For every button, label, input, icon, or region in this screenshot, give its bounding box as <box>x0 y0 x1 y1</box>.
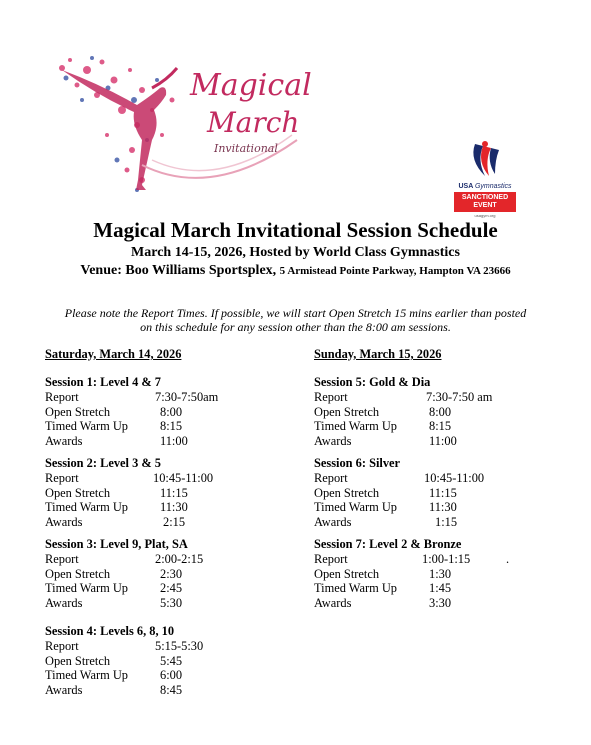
stretch-row <box>45 405 295 420</box>
row-label: Report <box>314 551 348 566</box>
usa-brand-suffix: Gymnastics <box>474 183 512 190</box>
warmup-time: 11:30 <box>429 500 457 515</box>
usa-gymnastics-mark-icon <box>465 140 505 178</box>
warmup-time: 11:30 <box>160 500 188 515</box>
usa-brand-name: USA <box>458 183 473 190</box>
awards-time: 1:15 <box>435 515 458 530</box>
stretch-row <box>314 405 564 420</box>
row-label: Timed Warm Up <box>314 581 397 596</box>
session-block <box>45 456 295 530</box>
row-label: Awards <box>314 434 352 449</box>
report-row <box>314 471 564 486</box>
warmup-row <box>314 500 564 515</box>
report-time-note <box>40 306 551 334</box>
session-block <box>45 624 295 698</box>
warmup-row <box>45 419 295 434</box>
report-row <box>314 552 564 567</box>
row-label: Report <box>314 470 348 485</box>
row-label: Timed Warm Up <box>314 419 397 434</box>
report-time: 7:30-7:50 am <box>426 389 493 404</box>
report-row <box>45 471 295 486</box>
session-block <box>45 375 295 449</box>
venue-address: 5 Armistead Pointe Parkway, Hampton VA 23666 <box>279 265 511 277</box>
row-label: Open Stretch <box>314 485 380 500</box>
report-time: 1:00-1:15 <box>422 551 471 566</box>
stretch-row <box>45 654 295 669</box>
stretch-time: 5:45 <box>160 653 183 668</box>
row-label: Timed Warm Up <box>45 500 128 515</box>
warmup-row <box>45 581 295 596</box>
session-block <box>45 537 295 611</box>
session-title: Session 6: Silver <box>314 455 401 470</box>
row-label: Open Stretch <box>314 404 380 419</box>
warmup-row <box>45 668 295 683</box>
note-line2: on this schedule for any session other than the 8:00 am sessions. <box>140 320 451 334</box>
row-label: Timed Warm Up <box>45 668 128 683</box>
awards-row <box>314 515 564 530</box>
stretch-row <box>314 486 564 501</box>
row-label: Awards <box>45 683 83 698</box>
usa-gymnastics-logo <box>450 140 520 220</box>
report-row <box>45 639 295 654</box>
warmup-row <box>314 581 564 596</box>
warmup-time: 1:45 <box>429 581 452 596</box>
row-label: Awards <box>314 596 352 611</box>
page-subtitle: March 14-15, 2026, Hosted by World Class Gymnastics <box>131 245 460 260</box>
logo-line2: March <box>207 106 300 139</box>
stretch-time: 8:00 <box>160 404 183 419</box>
awards-row <box>45 596 295 611</box>
row-label: Open Stretch <box>45 653 111 668</box>
trailing-period: . <box>506 551 510 566</box>
session-title: Session 3: Level 9, Plat, SA <box>45 536 188 551</box>
report-time: 5:15-5:30 <box>155 638 204 653</box>
warmup-time: 6:00 <box>160 668 183 683</box>
report-row <box>314 390 564 405</box>
row-label: Timed Warm Up <box>314 500 397 515</box>
stretch-time: 2:30 <box>160 566 183 581</box>
stretch-time: 11:15 <box>160 485 188 500</box>
stretch-row <box>45 486 295 501</box>
event-logo <box>42 40 312 195</box>
session-block <box>314 375 564 449</box>
session-title: Session 1: Level 4 & 7 <box>45 375 161 389</box>
awards-time: 11:00 <box>429 434 457 449</box>
logo-line3: Invitational <box>214 142 278 155</box>
awards-time: 5:30 <box>160 596 183 611</box>
row-label: Report <box>45 470 79 485</box>
usa-url: usagym.org <box>474 213 496 218</box>
row-label: Awards <box>314 515 352 530</box>
stretch-time: 11:15 <box>429 485 457 500</box>
usa-brand <box>450 183 520 190</box>
report-row <box>45 390 295 405</box>
awards-row <box>314 434 564 449</box>
warmup-row <box>45 500 295 515</box>
row-label: Timed Warm Up <box>45 581 128 596</box>
skater-logo-graphic <box>42 40 312 195</box>
warmup-time: 8:15 <box>429 419 452 434</box>
row-label: Open Stretch <box>45 485 111 500</box>
row-label: Awards <box>45 596 83 611</box>
session-title: Session 7: Level 2 & Bronze <box>314 536 462 551</box>
stretch-row <box>314 567 564 582</box>
page-title: Magical March Invitational Session Schedule <box>93 218 498 242</box>
row-label: Report <box>45 551 79 566</box>
session-block <box>314 456 564 530</box>
badge-line2: EVENT <box>473 202 497 209</box>
venue-line <box>0 263 591 279</box>
row-label: Awards <box>45 515 83 530</box>
warmup-row <box>314 419 564 434</box>
stretch-time: 8:00 <box>429 404 452 419</box>
warmup-time: 2:45 <box>160 581 183 596</box>
awards-time: 3:30 <box>429 596 452 611</box>
venue-main: Venue: Boo Williams Sportsplex, <box>80 263 277 278</box>
awards-row <box>45 434 295 449</box>
session-title: Session 5: Gold & Dia <box>314 375 431 389</box>
report-time: 10:45-11:00 <box>153 470 214 485</box>
awards-row <box>314 596 564 611</box>
row-label: Report <box>45 638 79 653</box>
awards-row <box>45 683 295 698</box>
row-label: Timed Warm Up <box>45 419 128 434</box>
row-label: Report <box>45 389 79 404</box>
row-label: Open Stretch <box>314 566 380 581</box>
session-title: Session 4: Levels 6, 8, 10 <box>45 623 175 638</box>
report-time: 2:00-2:15 <box>155 551 204 566</box>
logo-line1: Magical <box>190 68 312 103</box>
sunday-column <box>314 347 564 618</box>
sunday-heading: Sunday, March 15, 2026 <box>314 347 442 361</box>
awards-time: 8:45 <box>160 683 183 698</box>
note-line1: Please note the Report Times. If possible, we will start Open Stretch 15 mins earlier than posted <box>64 306 527 320</box>
saturday-heading: Saturday, March 14, 2026 <box>45 347 182 361</box>
stretch-row <box>45 567 295 582</box>
stretch-time: 1:30 <box>429 566 452 581</box>
saturday-column <box>45 347 295 705</box>
warmup-time: 8:15 <box>160 419 183 434</box>
badge-line1: SANCTIONED <box>461 194 509 201</box>
row-label: Report <box>314 389 348 404</box>
session-title: Session 2: Level 3 & 5 <box>45 455 161 470</box>
row-label: Awards <box>45 434 83 449</box>
row-label: Open Stretch <box>45 404 111 419</box>
awards-time: 11:00 <box>160 434 188 449</box>
awards-time: 2:15 <box>163 515 186 530</box>
sanctioned-badge <box>454 192 516 212</box>
report-row <box>45 552 295 567</box>
row-label: Open Stretch <box>45 566 111 581</box>
session-block <box>314 537 564 611</box>
report-time: 7:30-7:50am <box>155 389 219 404</box>
awards-row <box>45 515 295 530</box>
report-time: 10:45-11:00 <box>424 470 485 485</box>
